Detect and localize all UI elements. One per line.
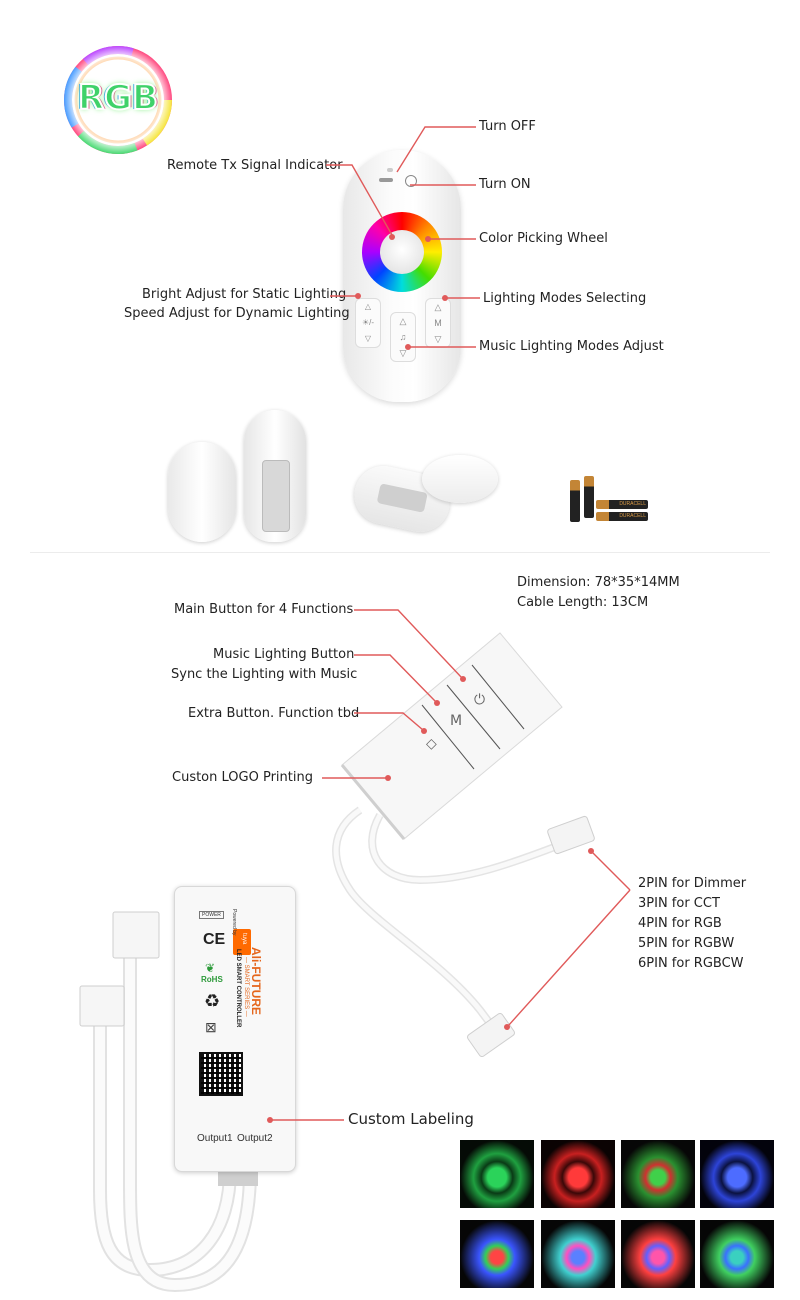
battery-3: DURACELL [596, 500, 648, 509]
callout-sync-music: Sync the Lighting with Music [171, 667, 358, 682]
output2-label: Output2 [237, 1133, 273, 1144]
power-label: POWER [199, 911, 224, 919]
brand-name: Ali-FUTURE [249, 947, 263, 1015]
mode-down-icon: ▽ [434, 334, 442, 344]
brand-series: — SMART SERIES — [243, 957, 249, 1017]
battery-4: DURACELL [596, 512, 648, 521]
led-photo-mixed [621, 1140, 695, 1208]
pin-item: 3PIN for CCT [638, 896, 720, 911]
callout-custom-labeling: Custom Labeling [348, 1110, 474, 1128]
led-photo-grid [460, 1140, 780, 1290]
led-photo-green [460, 1140, 534, 1208]
led-photo-rgb-2 [541, 1220, 615, 1288]
callout-custom-logo: Custon LOGO Printing [172, 770, 313, 785]
dimension-text: Dimension: 78*35*14MM [517, 575, 680, 590]
led-photo-rgb-4 [700, 1220, 774, 1288]
powered-by-text: Powered by [231, 909, 237, 936]
led-photo-red [541, 1140, 615, 1208]
extra-button[interactable]: ◇ [426, 735, 437, 751]
rgb-logo-text: RGB [77, 78, 158, 118]
led-photo-rgb-1 [460, 1220, 534, 1288]
music-button[interactable]: M [450, 713, 463, 729]
callout-color-wheel: Color Picking Wheel [479, 231, 608, 246]
callout-tx-indicator: Remote Tx Signal Indicator [167, 158, 343, 173]
callout-speed-adjust: Speed Adjust for Dynamic Lighting [124, 306, 350, 321]
mode-m-label: M [434, 318, 442, 328]
bright-label: ☀/- [361, 318, 375, 327]
mode-up-icon: △ [434, 302, 442, 312]
led-photo-blue [700, 1140, 774, 1208]
callout-modes-selecting: Lighting Modes Selecting [483, 291, 647, 306]
output1-label: Output1 [197, 1133, 233, 1144]
cable-length-text: Cable Length: 13CM [517, 595, 649, 610]
callout-music-modes: Music Lighting Modes Adjust [479, 339, 664, 354]
led-photo-rgb-3 [621, 1220, 695, 1288]
bright-down-icon: ▽ [364, 334, 372, 343]
pin-item: 2PIN for Dimmer [638, 876, 747, 891]
music-note-icon: ♫ [399, 332, 407, 342]
rohs-leaf-icon: ❦ [205, 961, 216, 975]
callout-extra-button: Extra Button. Function tbd [188, 706, 360, 721]
bright-up-icon: △ [364, 302, 372, 311]
weee-bin-icon: ⊠ [205, 1019, 217, 1035]
music-down-icon: ▽ [399, 348, 407, 358]
pin-item: 4PIN for RGB [638, 916, 722, 931]
callout-main-button: Main Button for 4 Functions [174, 602, 354, 617]
rohs-mark: RoHS [201, 975, 223, 984]
power-button[interactable]: ⏻ [474, 691, 486, 707]
pin-item: 6PIN for RGBCW [638, 956, 744, 971]
recycle-icon: ♻ [204, 991, 221, 1011]
callout-turn-off: Turn OFF [479, 119, 536, 134]
ce-mark: CE [203, 931, 226, 948]
tuya-text: tuya [241, 933, 247, 945]
pin-item: 5PIN for RGBW [638, 936, 735, 951]
callout-bright-adjust: Bright Adjust for Static Lighting [142, 287, 347, 302]
music-up-icon: △ [399, 316, 407, 326]
callout-turn-on: Turn ON [479, 177, 531, 192]
callout-music-button: Music Lighting Button [213, 647, 355, 662]
product-name: LED SMART CONTROLLER [235, 949, 241, 1028]
